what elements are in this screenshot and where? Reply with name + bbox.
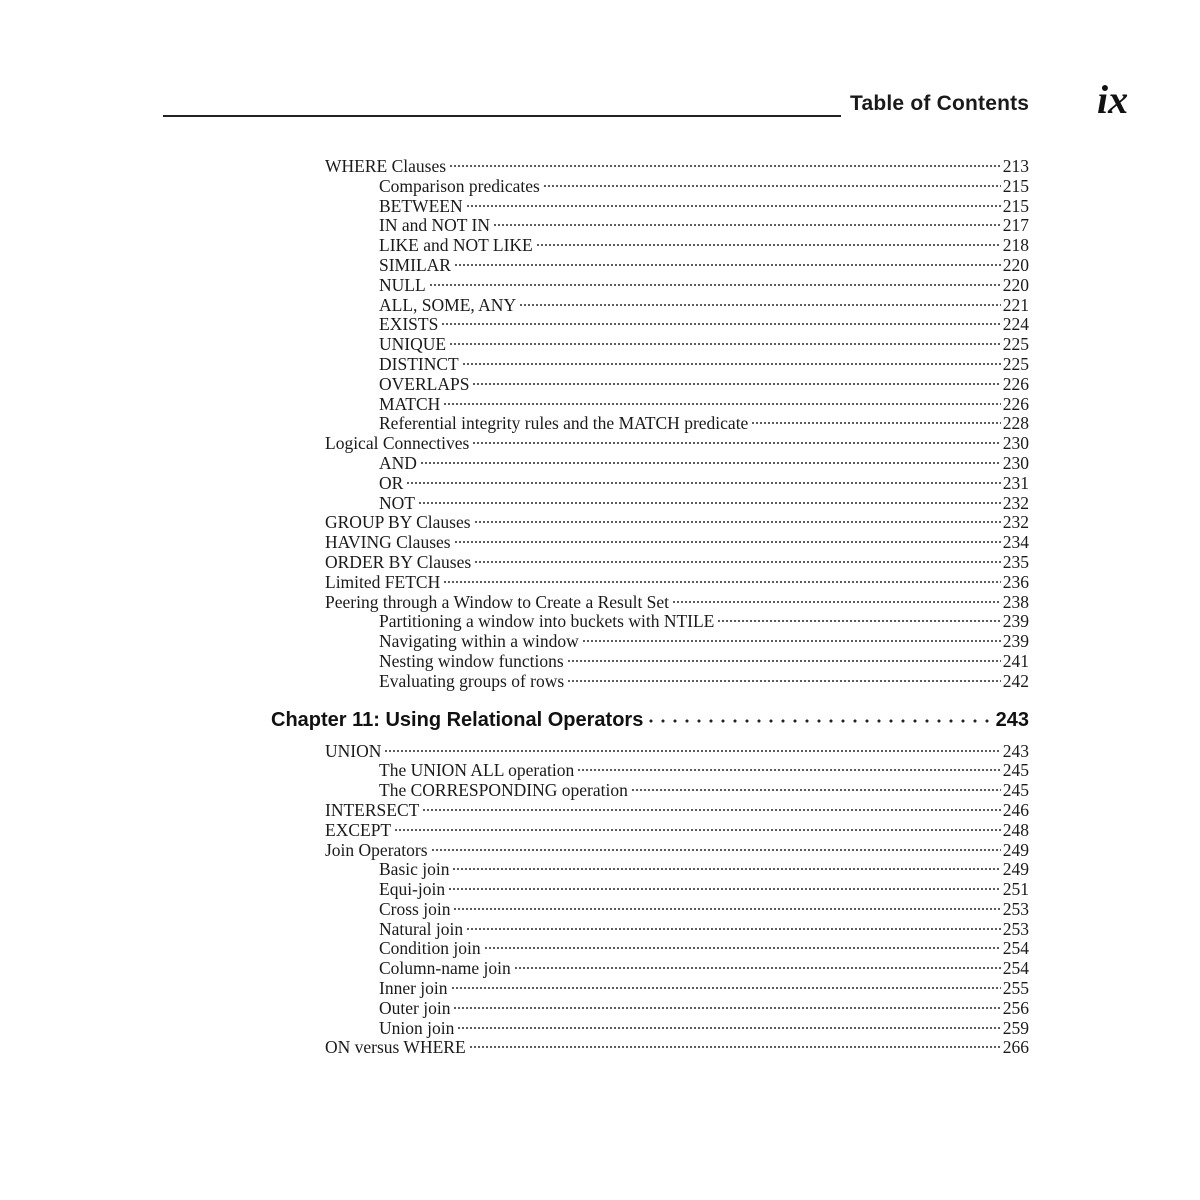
toc-entry-page: 226 [1002,393,1029,414]
toc-entry-title: ORDER BY Clauses [325,551,472,572]
dot-leader [384,745,1000,757]
toc-entry-page: 238 [1002,591,1029,612]
toc-entry[interactable] [325,761,1029,781]
toc-entry-title: The UNION ALL operation [379,760,575,781]
toc-entry-page: 259 [1002,1017,1029,1038]
toc-entry-title: NULL [379,274,426,295]
dot-leader [454,536,1001,548]
toc-entry[interactable] [325,256,1029,276]
toc-entry-title: Navigating within a window [379,631,579,652]
dot-leader [484,942,1001,954]
toc-entry-page: 234 [1002,532,1029,553]
toc-entry-page: 254 [1002,958,1029,979]
chapter-title: Chapter 11: Using Relational Operators [271,708,644,731]
dot-leader [567,655,1001,667]
toc-entry[interactable] [325,296,1029,316]
toc-entry-page: 224 [1002,314,1029,335]
toc-entry-title: Basic join [379,859,450,880]
toc-entry-title: Cross join [379,898,451,919]
dot-leader [717,615,1000,627]
toc-entry-title: MATCH [379,393,441,414]
dot-leader [462,358,1001,370]
toc-entry-page: 215 [1002,195,1029,216]
toc-entry-title: Logical Connectives [325,433,470,454]
toc-entry-title: UNION [325,740,382,761]
toc-entry-title: DISTINCT [379,353,459,374]
toc-entry[interactable] [325,880,1029,900]
toc-entry-title: LIKE and NOT LIKE [379,235,533,256]
toc-entry[interactable] [325,355,1029,375]
dot-leader [577,764,1001,776]
toc-entry-page: 232 [1002,492,1029,513]
dot-leader [406,477,1000,489]
toc-entry-page: 225 [1002,353,1029,374]
dot-leader [472,378,1000,390]
toc-entry-page: 217 [1002,215,1029,236]
toc-entry[interactable] [325,157,1029,177]
toc-entry-title: Limited FETCH [325,571,441,592]
toc-entry[interactable] [325,454,1029,474]
toc-entry[interactable] [325,593,1029,613]
toc-entry[interactable] [325,177,1029,197]
dot-leader [453,903,1000,915]
toc-entry-page: 228 [1002,413,1029,434]
toc-entry[interactable] [325,939,1029,959]
toc-entry[interactable] [325,197,1029,217]
toc-entry-title: INTERSECT [325,799,420,820]
dot-leader [474,516,1001,528]
toc-entry-page: 266 [1002,1037,1029,1058]
toc-entry[interactable] [325,573,1029,593]
toc-entry[interactable] [325,315,1029,335]
toc-entry-title: Join Operators [325,839,428,860]
toc-entry[interactable] [325,434,1029,454]
toc-entry-title: IN and NOT IN [379,215,490,236]
dot-leader [469,1041,1001,1053]
toc-entry[interactable] [325,821,1029,841]
dot-leader [519,299,1001,311]
toc-entry[interactable] [325,513,1029,533]
toc-entry-title: EXCEPT [325,819,392,840]
toc-entry[interactable] [325,652,1029,672]
toc-entry-page: 218 [1002,235,1029,256]
dot-leader [394,824,1001,836]
dot-leader [420,457,1001,469]
toc-entry-page: 245 [1002,760,1029,781]
table-of-contents [271,156,1029,1058]
toc-entry[interactable] [325,920,1029,940]
dot-leader [443,398,1000,410]
toc-entry-page: 220 [1002,274,1029,295]
header-rule [163,115,841,117]
toc-entry[interactable] [325,553,1029,573]
toc-entry-page: 235 [1002,551,1029,572]
dot-leader [472,437,1000,449]
toc-entry[interactable] [325,533,1029,553]
toc-entry-title: UNIQUE [379,334,447,355]
toc-entry[interactable] [325,276,1029,296]
dot-leader [454,259,1001,271]
chapter-heading[interactable] [271,698,1029,742]
toc-entry-title: The CORRESPONDING operation [379,780,628,801]
toc-entry-title: Evaluating groups of rows [379,670,565,691]
toc-entry-title: Equi-join [379,879,446,900]
dot-leader [451,982,1001,994]
toc-entry-page: 236 [1002,571,1029,592]
toc-entry[interactable] [325,632,1029,652]
toc-entry[interactable] [325,900,1029,920]
toc-entry-title: NOT [379,492,415,513]
dot-leader [582,635,1001,647]
toc-entry[interactable] [325,494,1029,514]
dot-leader [452,863,1000,875]
dot-leader [441,318,1000,330]
toc-entry[interactable] [325,860,1029,880]
toc-entry-title: HAVING Clauses [325,532,451,553]
toc-entry[interactable] [325,236,1029,256]
dot-leader [457,1022,1000,1034]
toc-entry-page: 221 [1002,294,1029,315]
dot-leader [466,200,1001,212]
dot-leader [453,1002,1000,1014]
toc-entry-page: 239 [1002,631,1029,652]
toc-entry-page: 243 [1002,740,1029,761]
toc-entry[interactable] [325,742,1029,762]
page-number: ix [1097,77,1129,122]
toc-entry-page: 246 [1002,799,1029,820]
toc-entry-page: 248 [1002,819,1029,840]
toc-entry-page: 253 [1002,898,1029,919]
dot-leader [443,576,1001,588]
toc-entry-title: Outer join [379,997,451,1018]
toc-section-chapter-10 [325,157,1029,692]
toc-entry-page: 245 [1002,780,1029,801]
dot-leader [422,804,1000,816]
dot-leader [751,417,1000,429]
toc-section-chapter-11 [325,742,1029,1059]
toc-entry[interactable] [325,781,1029,801]
dot-leader [536,239,1001,251]
toc-entry-title: OR [379,472,404,493]
toc-entry-title: BETWEEN [379,195,463,216]
dot-leader [514,962,1001,974]
toc-entry-page: 255 [1002,978,1029,999]
dot-leader [493,219,1001,231]
toc-entry-page: 254 [1002,938,1029,959]
toc-entry-page: 256 [1002,997,1029,1018]
toc-entry[interactable] [325,612,1029,632]
toc-entry-page: 230 [1002,433,1029,454]
toc-entry[interactable] [325,841,1029,861]
toc-entry[interactable] [325,999,1029,1019]
dot-leader [466,923,1001,935]
dot-leader [418,497,1001,509]
toc-entry-page: 213 [1002,156,1029,176]
toc-entry[interactable] [325,1019,1029,1039]
toc-entry-title: Inner join [379,978,448,999]
dot-leader [672,596,1001,608]
toc-entry-page: 242 [1002,670,1029,691]
dot-leader [449,338,1001,350]
toc-entry[interactable] [325,959,1029,979]
toc-entry-title: OVERLAPS [379,373,470,394]
toc-entry[interactable] [325,216,1029,236]
toc-entry-title: SIMILAR [379,254,451,275]
toc-entry-title: Condition join [379,938,481,959]
toc-entry-title: Column-name join [379,958,511,979]
toc-entry-page: 249 [1002,859,1029,880]
toc-entry-page: 231 [1002,472,1029,493]
dot-leader [631,784,1001,796]
dot-leader [449,160,1001,172]
toc-entry-page: 253 [1002,918,1029,939]
toc-entry-page: 241 [1002,650,1029,671]
toc-entry-page: 239 [1002,611,1029,632]
toc-entry-title: Referential integrity rules and the MATCH predicate [379,413,749,434]
toc-entry-page: 226 [1002,373,1029,394]
toc-entry[interactable] [325,375,1029,395]
toc-entry[interactable] [325,1038,1029,1058]
toc-entry-title: EXISTS [379,314,439,335]
dot-leader [429,279,1001,291]
dot-leader [474,556,1001,568]
toc-entry-page: 249 [1002,839,1029,860]
toc-entry[interactable] [325,979,1029,999]
chapter-page-number: 243 [995,708,1029,731]
toc-entry[interactable] [325,395,1029,415]
toc-entry-page: 220 [1002,254,1029,275]
toc-entry-title: ON versus WHERE [325,1037,466,1058]
toc-entry-page: 215 [1002,175,1029,196]
toc-entry-title: Nesting window functions [379,650,564,671]
dot-leader [543,180,1001,192]
toc-entry-title: Comparison predicates [379,175,540,196]
toc-entry-page: 232 [1002,512,1029,533]
chapter-dot-leader [645,716,993,726]
toc-entry-title: AND [379,452,417,473]
toc-entry[interactable] [325,335,1029,355]
toc-entry-title: WHERE Clauses [325,156,447,176]
toc-entry[interactable] [325,414,1029,434]
toc-entry-page: 251 [1002,879,1029,900]
toc-entry[interactable] [325,474,1029,494]
toc-entry[interactable] [325,672,1029,692]
toc-entry-title: GROUP BY Clauses [325,512,471,533]
toc-entry[interactable] [325,801,1029,821]
dot-leader [448,883,1001,895]
toc-entry-page: 230 [1002,452,1029,473]
toc-entry-title: Partitioning a window into buckets with NTILE [379,611,715,632]
running-header-title: Table of Contents [850,92,1030,115]
toc-entry-title: Natural join [379,918,464,939]
toc-entry-page: 225 [1002,334,1029,355]
dot-leader [567,675,1001,687]
toc-entry-title: Peering through a Window to Create a Result Set [325,591,670,612]
dot-leader [431,844,1001,856]
toc-entry-title: Union join [379,1017,455,1038]
toc-entry-title: ALL, SOME, ANY [379,294,517,315]
